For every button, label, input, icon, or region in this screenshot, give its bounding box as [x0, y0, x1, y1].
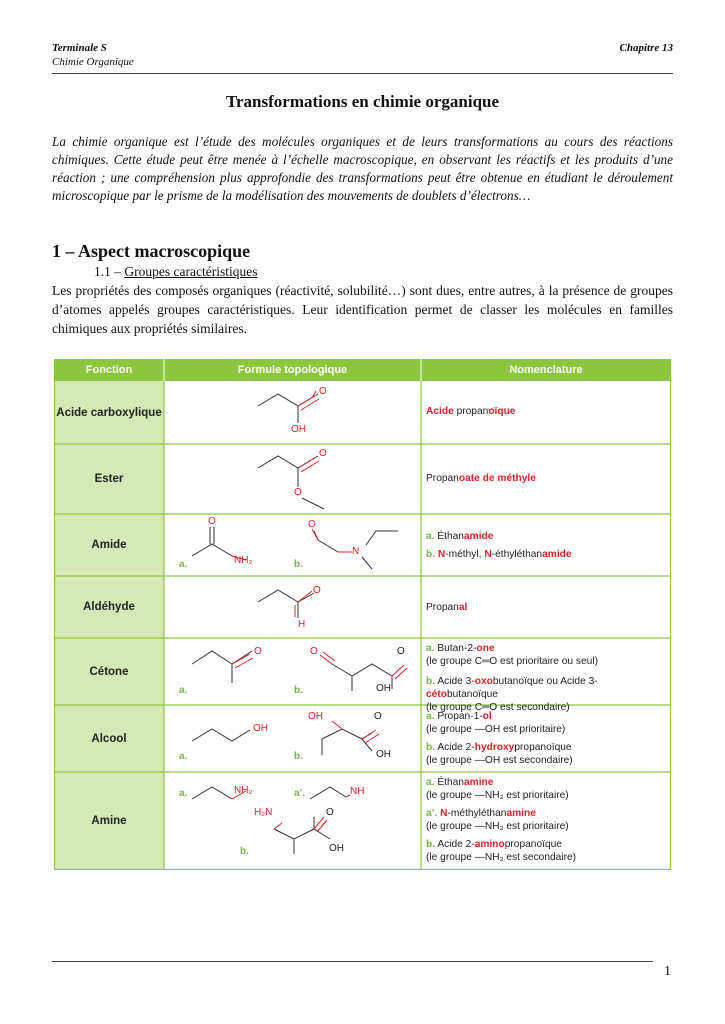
header-class: Terminale S: [52, 42, 107, 54]
nom-acide: Acide propanoïque: [426, 406, 516, 417]
nom-cetone-b: b. Acide 3-oxobutanoïque ou Acide 3-cétobutanoïque (le groupe C═O est secondaire): [426, 676, 598, 713]
footer-divider: [52, 961, 653, 962]
page-number: 1: [664, 964, 671, 979]
nom-amine-a: a. Éthanamine (le groupe —NH₂ est prioritaire): [426, 777, 569, 801]
section-heading: 1 – Aspect macroscopique: [52, 241, 251, 261]
nom-alcool-b: b. Acide 2-hydroxypropanoïque (le groupe —OH est secondaire): [426, 742, 573, 766]
nom-ester: Propanoate de méthyle: [426, 473, 536, 484]
subsection-title: Groupes caractéristiques: [124, 264, 258, 279]
fonction-amide: Amide: [91, 539, 127, 551]
header-fonction: Fonction: [85, 364, 133, 376]
nom-aldehyde: Propanal: [426, 602, 468, 613]
nom-amide-b: b. N-méthyl, N-éthyléthanamide: [426, 549, 572, 560]
page-title: Transformations en chimie organique: [225, 92, 500, 111]
nom-amine-b: b. Acide 2-aminopropanoïque (le groupe —NH₂ est secondaire): [426, 839, 577, 863]
nom-amine-ap: a’. N-méthyléthanamine (le groupe —NH₂ est prioritaire): [426, 808, 569, 832]
functional-groups-table: Fonction Formule topologique Nomenclature Acide carboxylique Ester Amide Aldéhyde Cétone Alcool Amine O OH O O O NH₂ O N O H O O O OH OH OH O OH NH₂ NH H₂N O OH a. b. a. b. a. b. a. a’. b. Acide propanoïque Propanoate de méthyle a. Éthanamide b. N-méthyl, N-éthyléthanamide Propanal a. Butan-2-one (le groupe C═O est prioritaire ou seul) b. Acide 3-oxobutanoïque ou Acide 3-cétobutanoïque (le groupe C═O est secondaire) a. Propan-1-ol (le groupe —OH est prioritaire) b. Acide 2-hydroxypropanoïque (le groupe —OH est secondaire) a. Éthanamine (le groupe —NH₂ est prioritaire) a’. N-méthyléthanamine (le groupe —NH₂ est prioritaire) b. Acide 2-aminopropanoïque (le groupe —NH₂ est secondaire): [54, 359, 671, 870]
molecule-bonds: [192, 391, 398, 854]
body-paragraph: Les propriétés des composés organiques (réactivité, solubilité…) sont dues, entre autres, à la présence de groupes d’atomes appelés groupes caractéristiques. Leur identification permet de classer les molécules en familles chimiques aux propriétés similaires.: [52, 283, 673, 336]
molecule-heteroatom-bonds: [232, 395, 407, 832]
fonction-acide: Acide carboxylique: [56, 406, 162, 419]
header-divider: [52, 73, 673, 74]
header-nomenclature: Nomenclature: [509, 364, 583, 376]
fonction-amine: Amine: [91, 815, 127, 827]
nom-cetone-a: a. Butan-2-one (le groupe C═O est prioritaire ou seul): [426, 643, 598, 667]
page-header: [52, 42, 673, 68]
fonction-aldehyde: Aldéhyde: [83, 601, 135, 613]
header-subject: Chimie Organique: [52, 56, 134, 68]
fonction-alcool: Alcool: [91, 732, 127, 745]
subsection-heading: 1.1 – Groupes caractéristiques: [94, 264, 258, 279]
nom-alcool-a: a. Propan-1-ol (le groupe —OH est prioritaire): [426, 711, 566, 735]
fonction-ester: Ester: [94, 473, 124, 485]
fonction-cetone: Cétone: [89, 665, 129, 678]
header-formule: Formule topologique: [237, 364, 348, 376]
header-chapter: Chapitre 13: [619, 42, 673, 54]
intro-paragraph: La chimie organique est l’étude des molécules organiques et de leurs transformations au cours des réactions chimiques. Cette étude peut être menée à l’échelle macroscopique, en observant les réactifs et les produits d’une réaction ; une compréhension plus approfondie des transformations peut être obtenue en étudiant le déroulement microscopique par le prisme de la modélisation des mouvements de doublets d’électrons…: [52, 134, 673, 203]
nom-amide-a: a. Éthanamide: [426, 531, 494, 542]
